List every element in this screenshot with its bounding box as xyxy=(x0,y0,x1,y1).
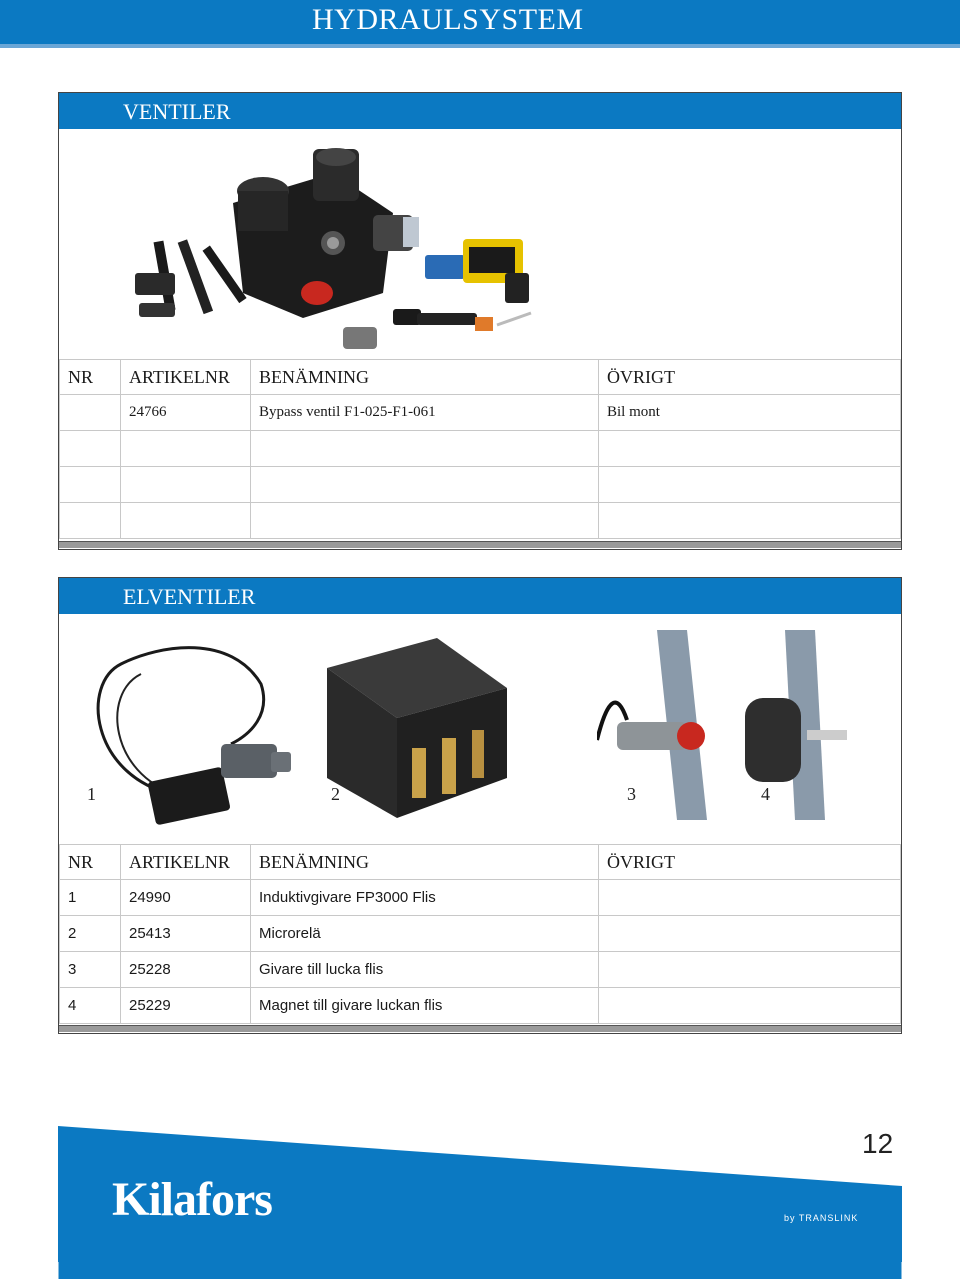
cell-benamning xyxy=(251,503,599,539)
bypass-valve-photo xyxy=(133,143,533,355)
page-header xyxy=(0,0,960,48)
ventiler-title-bar xyxy=(59,93,901,129)
cell-nr: 3 xyxy=(60,952,121,988)
elventiler-section xyxy=(58,577,902,1034)
photo-number-3: 3 xyxy=(627,784,636,804)
col-header-nr: NR xyxy=(60,845,121,880)
cell-benamning xyxy=(251,467,599,503)
cell-ovrigt xyxy=(599,503,901,539)
cell-benamning: Microrelä xyxy=(251,916,599,952)
cell-ovrigt xyxy=(599,431,901,467)
valve-body-image xyxy=(233,148,419,318)
cell-ovrigt xyxy=(599,952,901,988)
col-header-artikelnr: ARTIKELNR xyxy=(121,845,251,880)
col-header-benamning: BENÄMNING xyxy=(251,845,599,880)
table-row xyxy=(60,467,901,503)
cell-nr xyxy=(60,467,121,503)
cell-benamning: Induktivgivare FP3000 Flis xyxy=(251,880,599,916)
brand-byline: by TRANSLINK xyxy=(784,1213,859,1223)
ventiler-bottom-bar xyxy=(59,541,901,548)
page-number: 12 xyxy=(862,1128,894,1159)
col-header-artikelnr: ARTIKELNR xyxy=(121,360,251,395)
page-title: HYDRAULSYSTEM xyxy=(312,3,584,36)
cell-nr: 1 xyxy=(60,880,121,916)
cell-ovrigt xyxy=(599,880,901,916)
cell-ovrigt xyxy=(599,988,901,1024)
cell-nr xyxy=(60,395,121,431)
ventiler-table xyxy=(59,359,901,539)
cell-nr: 2 xyxy=(60,916,121,952)
cell-artikelnr: 24990 xyxy=(121,880,251,916)
bolts-image xyxy=(135,239,247,317)
lid-sensor-photo xyxy=(597,630,747,820)
brand-logo: Kilafors xyxy=(112,1173,272,1226)
table-row xyxy=(60,988,901,1024)
cell-nr xyxy=(60,503,121,539)
table-header-row xyxy=(60,360,901,395)
cell-nr: 4 xyxy=(60,988,121,1024)
col-header-benamning: BENÄMNING xyxy=(251,360,599,395)
table-header-row xyxy=(60,845,901,880)
cell-ovrigt xyxy=(599,916,901,952)
cell-benamning: Bypass ventil F1-025-F1-061 xyxy=(251,395,599,431)
microrelay-photo xyxy=(317,628,527,838)
cell-ovrigt: Bil mont xyxy=(599,395,901,431)
cell-artikelnr xyxy=(121,467,251,503)
photo-number-1: 1 xyxy=(87,784,96,804)
cell-benamning: Magnet till givare luckan flis xyxy=(251,988,599,1024)
cell-ovrigt xyxy=(599,467,901,503)
cell-benamning: Givare till lucka flis xyxy=(251,952,599,988)
photo-number-2: 2 xyxy=(331,784,340,804)
cell-artikelnr: 25228 xyxy=(121,952,251,988)
cell-benamning xyxy=(251,431,599,467)
table-row xyxy=(60,395,901,431)
table-row xyxy=(60,880,901,916)
elventiler-title-bar xyxy=(59,578,901,614)
inductive-sensor-photo xyxy=(81,624,301,834)
ventiler-title: VENTILER xyxy=(123,99,231,124)
connectors-image xyxy=(343,309,531,349)
elventiler-bottom-bar xyxy=(59,1025,901,1032)
solenoid-image xyxy=(425,239,529,303)
table-row xyxy=(60,952,901,988)
ventiler-section xyxy=(58,92,902,550)
cell-nr xyxy=(60,431,121,467)
elventiler-title: ELVENTILER xyxy=(123,584,256,609)
cell-artikelnr: 24766 xyxy=(121,395,251,431)
photo-number-4: 4 xyxy=(761,784,770,804)
cell-artikelnr xyxy=(121,503,251,539)
table-row xyxy=(60,916,901,952)
table-row xyxy=(60,431,901,467)
elventiler-table xyxy=(59,844,901,1024)
cell-artikelnr: 25413 xyxy=(121,916,251,952)
col-header-ovrigt: ÖVRIGT xyxy=(599,845,901,880)
col-header-ovrigt: ÖVRIGT xyxy=(599,360,901,395)
col-header-nr: NR xyxy=(60,360,121,395)
cell-artikelnr: 25229 xyxy=(121,988,251,1024)
table-row xyxy=(60,503,901,539)
cell-artikelnr xyxy=(121,431,251,467)
